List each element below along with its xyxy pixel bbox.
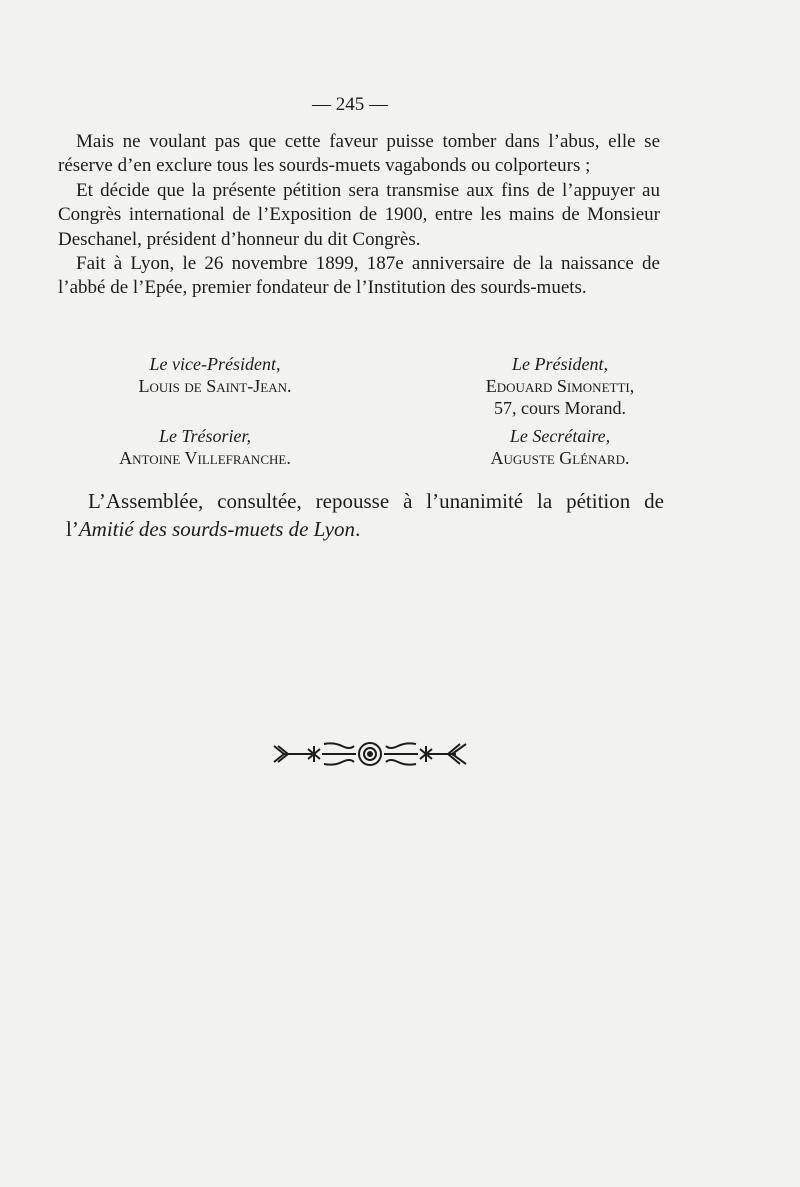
conclusion-end: . [355, 517, 361, 541]
petition-text [58, 130, 660, 301]
signature-name: Edouard Simonetti, [485, 376, 635, 396]
fleuron-ornament-icon [272, 736, 468, 772]
paragraph: Et décide que la présente pétition sera transmise aux fins de l’appuyer au Congrès international de l’Exposition de 1900, entre les mains de Monsieur Deschanel, président d’honneur du dit Congrès. [58, 179, 660, 250]
signature-vice-president [70, 353, 360, 397]
signature-name: Auguste Glénard. [490, 448, 630, 468]
signature-role: Le vice-Président, [149, 354, 281, 374]
signature-president [420, 353, 700, 419]
conclusion-italic: Amitié des sourds-muets de Lyon [78, 517, 356, 541]
signature-treasurer [60, 425, 350, 469]
signature-name: Antoine Villefranche. [119, 448, 291, 468]
signature-role: Le Président, [512, 354, 608, 374]
conclusion-paragraph [66, 487, 664, 543]
paragraph: Mais ne voulant pas que cette faveur puisse tomber dans l’abus, elle se réserve d’en exclure tous les sourds-muets vagabonds ou colporteurs ; [58, 131, 660, 177]
signature-address: 57, cours Morand. [494, 398, 626, 418]
signature-name: Louis de Saint-Jean. [138, 376, 292, 396]
page-number: — 245 — [312, 94, 388, 115]
signature-secretary [420, 425, 700, 469]
signature-role: Le Secrétaire, [509, 426, 611, 446]
conclusion-text: L’Assemblée, consultée, repousse à l’unanimité la pétition de l’ [66, 489, 664, 541]
paragraph: Fait à Lyon, le 26 novembre 1899, 187e anniversaire de la naissance de l’abbé de l’Epée, premier fondateur de l’Institution des sourds-muets. [58, 253, 660, 299]
signature-role: Le Trésorier, [158, 426, 252, 446]
